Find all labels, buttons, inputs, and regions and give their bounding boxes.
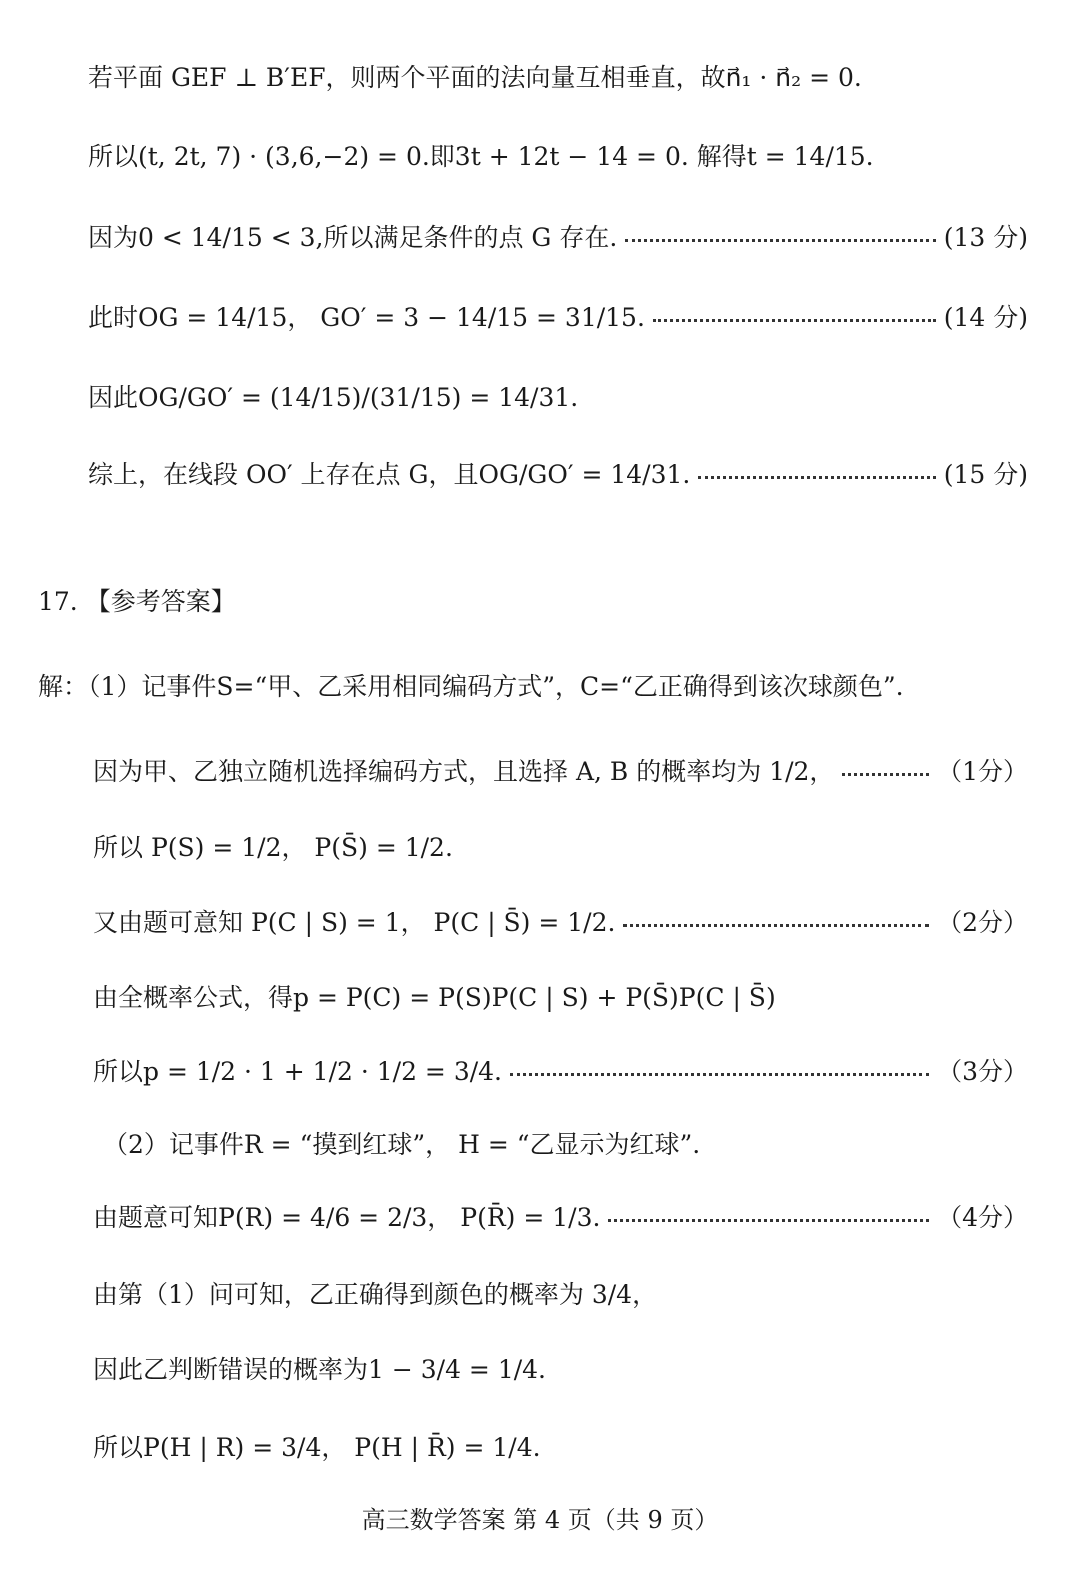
solution-line-conditional-h — [93, 1428, 1028, 1464]
line-text: 若平面 GEF ⊥ B′EF，则两个平面的法向量互相垂直，故n⃗₁ · n⃗₂ = 0. — [88, 63, 862, 92]
line-text: 因此OG/GO′ = (14/15)/(31/15) = 14/31. — [88, 383, 579, 412]
score-label: (13 分) — [943, 223, 1028, 252]
line-text: 所以p = 1/2 · 1 + 1/2 · 1/2 = 3/4. — [93, 1057, 502, 1086]
text-line-summary — [88, 455, 1028, 491]
text-line-solve-t — [88, 137, 1028, 173]
score-label: (14 分) — [943, 303, 1028, 332]
line-text: （2）记事件R = “摸到红球”， H = “乙显示为红球”. — [103, 1130, 701, 1159]
solution-line-part2-events — [103, 1125, 1028, 1161]
line-text: 所以 P(S) = 1/2， P(S̄) = 1/2. — [93, 833, 453, 862]
solution-line-error-probability — [93, 1350, 1028, 1386]
solution-line-define-events — [38, 667, 1028, 703]
solution-line-p-value — [93, 1052, 1028, 1088]
text-line-normal-vectors — [88, 58, 1028, 94]
score-label: （3分） — [937, 1057, 1028, 1086]
line-text: 由全概率公式，得p = P(C) = P(S)P(C | S) + P(S̄)P(C | S̄) — [93, 983, 776, 1012]
dot-leader — [510, 1073, 929, 1076]
dot-leader — [625, 239, 935, 242]
line-text: 解：（1）记事件S=“甲、乙采用相同编码方式”，C=“乙正确得到该次球颜色”. — [38, 672, 904, 701]
line-text: 此时OG = 14/15， GO′ = 3 − 14/15 = 31/15. — [88, 303, 645, 332]
solution-line-total-probability — [93, 978, 1028, 1014]
dot-leader — [698, 476, 935, 479]
line-text: 所以P(H | R) = 3/4， P(H | R̄) = 1/4. — [93, 1433, 541, 1462]
line-text: 因此乙判断错误的概率为1 − 3/4 = 1/4. — [93, 1355, 547, 1384]
text-line-ratio — [88, 378, 1028, 414]
solution-line-conditional — [93, 903, 1028, 939]
solution-line-correct-probability — [93, 1275, 1028, 1311]
line-text: 所以(t, 2t, 7) · (3,6,−2) = 0.即3t + 12t − 14 = 0. 解得t = 14/15. — [88, 142, 874, 171]
line-text: 因为0 < 14/15 < 3,所以满足条件的点 G 存在. — [88, 223, 618, 252]
line-text: 因为甲、乙独立随机选择编码方式，且选择 A, B 的概率均为 1/2， — [93, 757, 835, 786]
page-footer: 高三数学答案 第 4 页（共 9 页） — [361, 1506, 719, 1534]
solution-line-ps — [93, 828, 1028, 864]
solution-line-probability-half — [93, 752, 1028, 788]
dot-leader — [653, 319, 936, 322]
line-text: 由题意可知P(R) = 4/6 = 2/3， P(R̄) = 1/3. — [93, 1203, 601, 1232]
score-label: （2分） — [937, 908, 1028, 937]
score-label: （1分） — [937, 757, 1028, 786]
score-label: （4分） — [937, 1203, 1028, 1232]
score-label: (15 分) — [943, 460, 1028, 489]
dot-leader — [623, 924, 929, 927]
text-line-og-go — [88, 298, 1028, 334]
question-heading: 17. 【参考答案】 — [38, 587, 236, 616]
dot-leader — [842, 773, 929, 776]
dot-leader — [608, 1219, 929, 1222]
line-text: 由第（1）问可知，乙正确得到颜色的概率为 3/4， — [93, 1280, 658, 1309]
line-text: 又由题可意知 P(C | S) = 1， P(C | S̄) = 1/2. — [93, 908, 616, 937]
solution-line-pr — [93, 1198, 1028, 1234]
text-line-point-g-exists — [88, 218, 1028, 254]
line-text: 综上，在线段 OO′ 上存在点 G，且OG/GO′ = 14/31. — [88, 460, 691, 489]
